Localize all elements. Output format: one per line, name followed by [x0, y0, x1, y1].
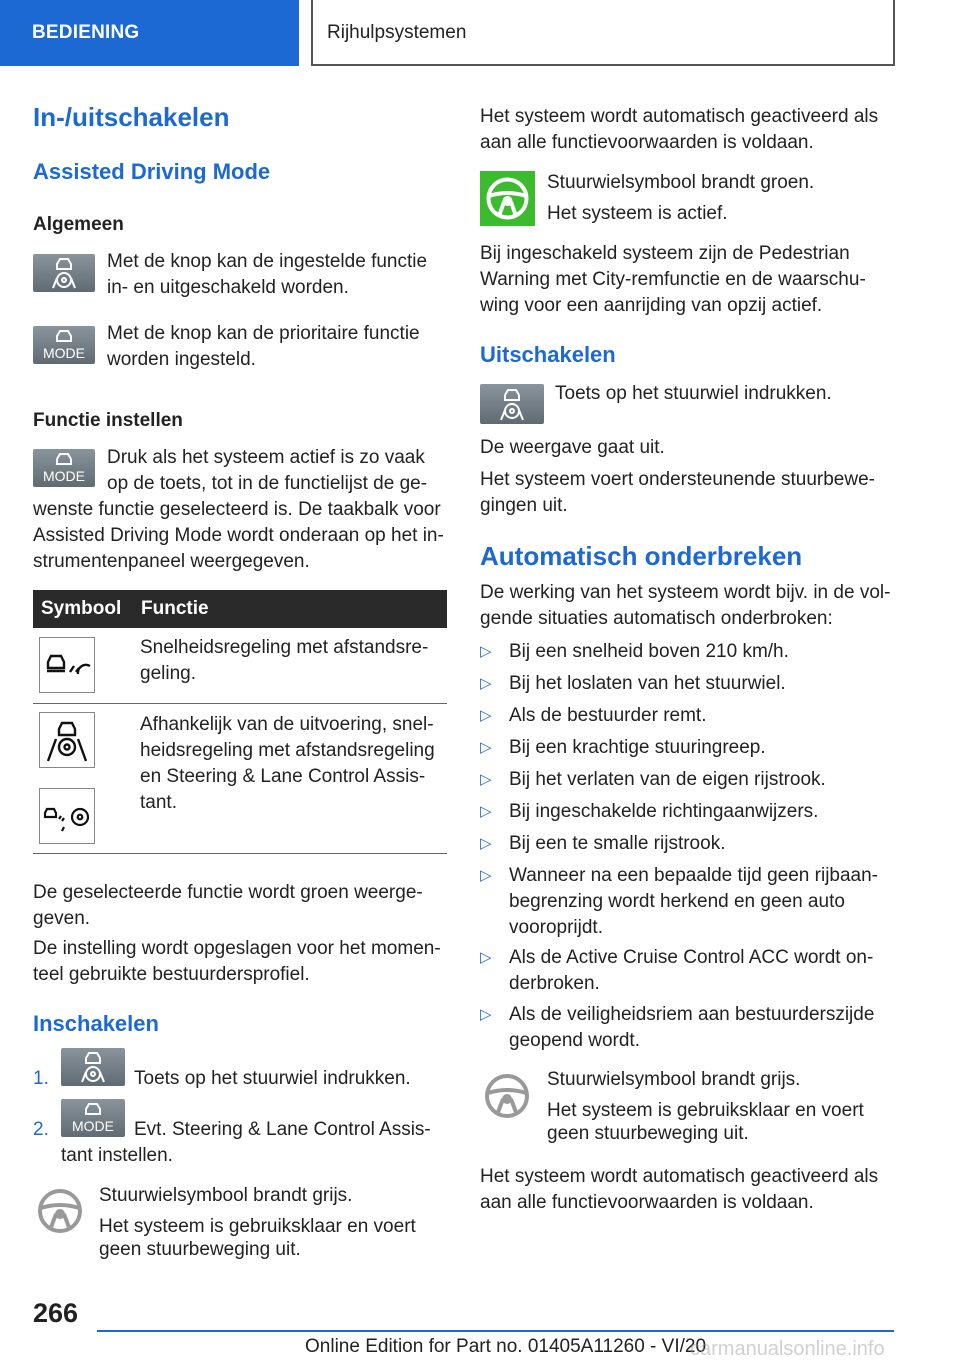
auto-interrupt-intro: De werking van het systeem wordt bijv. in de vol- gende situaties automatisch onderbroken: — [480, 582, 891, 629]
steering-assist-button-icon — [480, 384, 544, 424]
heading-auto-interrupt: Automatisch onderbreken — [480, 541, 803, 571]
grey-symbol-text-right-3: geen stuurbeweging uit. — [547, 1123, 749, 1144]
step-1-text: Toets op het stuurwiel indrukken. — [134, 1068, 411, 1089]
bullet-triangle-icon: ▷ — [480, 675, 492, 692]
bullet-triangle-icon: ▷ — [480, 739, 492, 756]
chapter-title: Rijhulpsystemen — [311, 0, 895, 66]
watermark: carmanualsonline.info — [690, 1338, 885, 1360]
steering-wheel-grey-icon — [483, 1072, 531, 1120]
heading-function-setting: Functie instellen — [33, 410, 183, 431]
heading-general: Algemeen — [33, 214, 124, 235]
table-bottom-rule — [33, 853, 447, 854]
auto-activation-text: Het systeem wordt automatisch geactiveerd als aan alle functievoorwaarden is voldaan. — [480, 106, 879, 153]
list-item-text: Bij een te smalle rijstrook. — [509, 833, 726, 854]
step-2-text-line-1: Evt. Steering & Lane Control Assis- — [134, 1119, 431, 1140]
green-symbol-text: Stuurwielsymbool brandt groen. Het systeem is actief. — [547, 172, 815, 224]
page-number: 266 — [33, 1298, 79, 1328]
heading-disable: Uitschakelen — [480, 342, 616, 367]
bullet-triangle-icon: ▷ — [480, 771, 492, 788]
grey-symbol-text-3: geen stuurbeweging uit. — [99, 1239, 301, 1260]
bullet-triangle-icon: ▷ — [480, 835, 492, 852]
list-item-text: Wanneer na een bepaalde tijd geen rijbaan- begrenzing wordt herkend en geen auto vooroprijdt. — [509, 865, 879, 938]
list-item-text: Bij een snelheid boven 210 km/h. — [509, 641, 789, 662]
list-item-text: Bij het verlaten van de eigen rijstrook. — [509, 769, 826, 790]
steering-assist-button-icon — [61, 1048, 125, 1086]
grey-symbol-text-right: Stuurwielsymbool brandt grijs. Het systeem is gebruiksklaar en voert — [547, 1069, 864, 1121]
steering-wheel-grey-icon — [36, 1187, 84, 1235]
section-title: In-/uitschakelen — [33, 102, 230, 132]
column-function: Functie — [141, 598, 209, 619]
section-tab: BEDIENING — [0, 0, 299, 66]
disable-text: Toets op het stuurwiel indrukken. — [555, 383, 832, 404]
general-text-1: Met de knop kan de ingestelde functie in- en uitgeschakeld worden. — [107, 251, 428, 298]
list-item-text: Als de veiligheidsriem aan bestuurderszijde geopend wordt. — [509, 1004, 875, 1051]
table-row-1-text: Snelheidsregeling met afstandsre- geling. — [140, 637, 429, 684]
auto-activation-outro: Het systeem wordt automatisch geactiveerd als aan alle functievoorwaarden is voldaan. — [480, 1166, 879, 1213]
bullet-triangle-icon: ▷ — [480, 1006, 492, 1023]
mode-button-icon: MODE — [61, 1099, 125, 1137]
heading-enable: Inschakelen — [33, 1011, 159, 1036]
general-text-2: Met de knop kan de prioritaire functie worden ingesteld. — [107, 323, 420, 370]
table-row-2-text: Afhankelijk van de uitvoering, snel- heidsregeling met afstandsregeling en Steering & Lane Control Assis- tant. — [140, 714, 435, 813]
column-symbol: Symbool — [41, 598, 122, 619]
table-divider — [33, 703, 447, 704]
footer-rule — [97, 1330, 894, 1332]
setting-text-b: wenste functie geselecteerd is. De taakbalk voor Assisted Driving Mode wordt onderaan op het in- strumentenpaneel weergegeven. — [33, 499, 444, 572]
step-1-number: 1. — [33, 1068, 49, 1089]
bullet-triangle-icon: ▷ — [480, 643, 492, 660]
table-header — [33, 590, 447, 628]
step-2-text-line-2: tant instellen. — [61, 1145, 173, 1166]
profile-saved-text: De instelling wordt opgeslagen voor het momen- teel gebruikte bestuurdersprofiel. — [33, 938, 441, 985]
display-off-text: De weergave gaat uit. — [480, 437, 665, 458]
lane-assist-symbol-icon — [39, 712, 95, 768]
mode-button-icon: MODE — [33, 326, 95, 364]
selected-function-text: De geselecteerde functie wordt groen weerge- geven. — [33, 882, 423, 929]
list-item-text: Bij het loslaten van het stuurwiel. — [509, 673, 786, 694]
no-steering-text: Het systeem voert ondersteunende stuurbewe- gingen uit. — [480, 469, 875, 516]
steering-wheel-green-icon — [480, 171, 535, 226]
subsection-title: Assisted Driving Mode — [33, 159, 271, 184]
list-item-text: Als de bestuurder remt. — [509, 705, 707, 726]
acc-symbol-icon — [39, 637, 95, 693]
mode-button-icon: MODE — [33, 449, 95, 487]
edition-note: Online Edition for Part no. 01405A11260 - VI/20 — [305, 1336, 707, 1357]
bullet-triangle-icon: ▷ — [480, 867, 492, 884]
step-2-number: 2. — [33, 1119, 49, 1140]
steering-assist-button-icon — [33, 254, 95, 292]
bullet-triangle-icon: ▷ — [480, 803, 492, 820]
list-item-text: Bij een krachtige stuuringreep. — [509, 737, 766, 758]
acc-steering-symbol-icon — [39, 788, 95, 844]
bullet-triangle-icon: ▷ — [480, 707, 492, 724]
list-item-text: Bij ingeschakelde richtingaanwijzers. — [509, 801, 819, 822]
grey-symbol-text: Stuurwielsymbool brandt grijs. Het systeem is gebruiksklaar en voert — [99, 1185, 416, 1237]
list-item-text: Als de Active Cruise Control ACC wordt on- derbroken. — [509, 947, 874, 994]
pedestrian-warning-text: Bij ingeschakeld systeem zijn de Pedestrian Warning met City-remfunctie en de waarschu- wing voor een aanrijding van opzij actief. — [480, 243, 866, 316]
setting-text-a: Druk als het systeem actief is zo vaak op de toets, tot in de functielijst de ge- — [107, 447, 428, 494]
bullet-triangle-icon: ▷ — [480, 949, 492, 966]
